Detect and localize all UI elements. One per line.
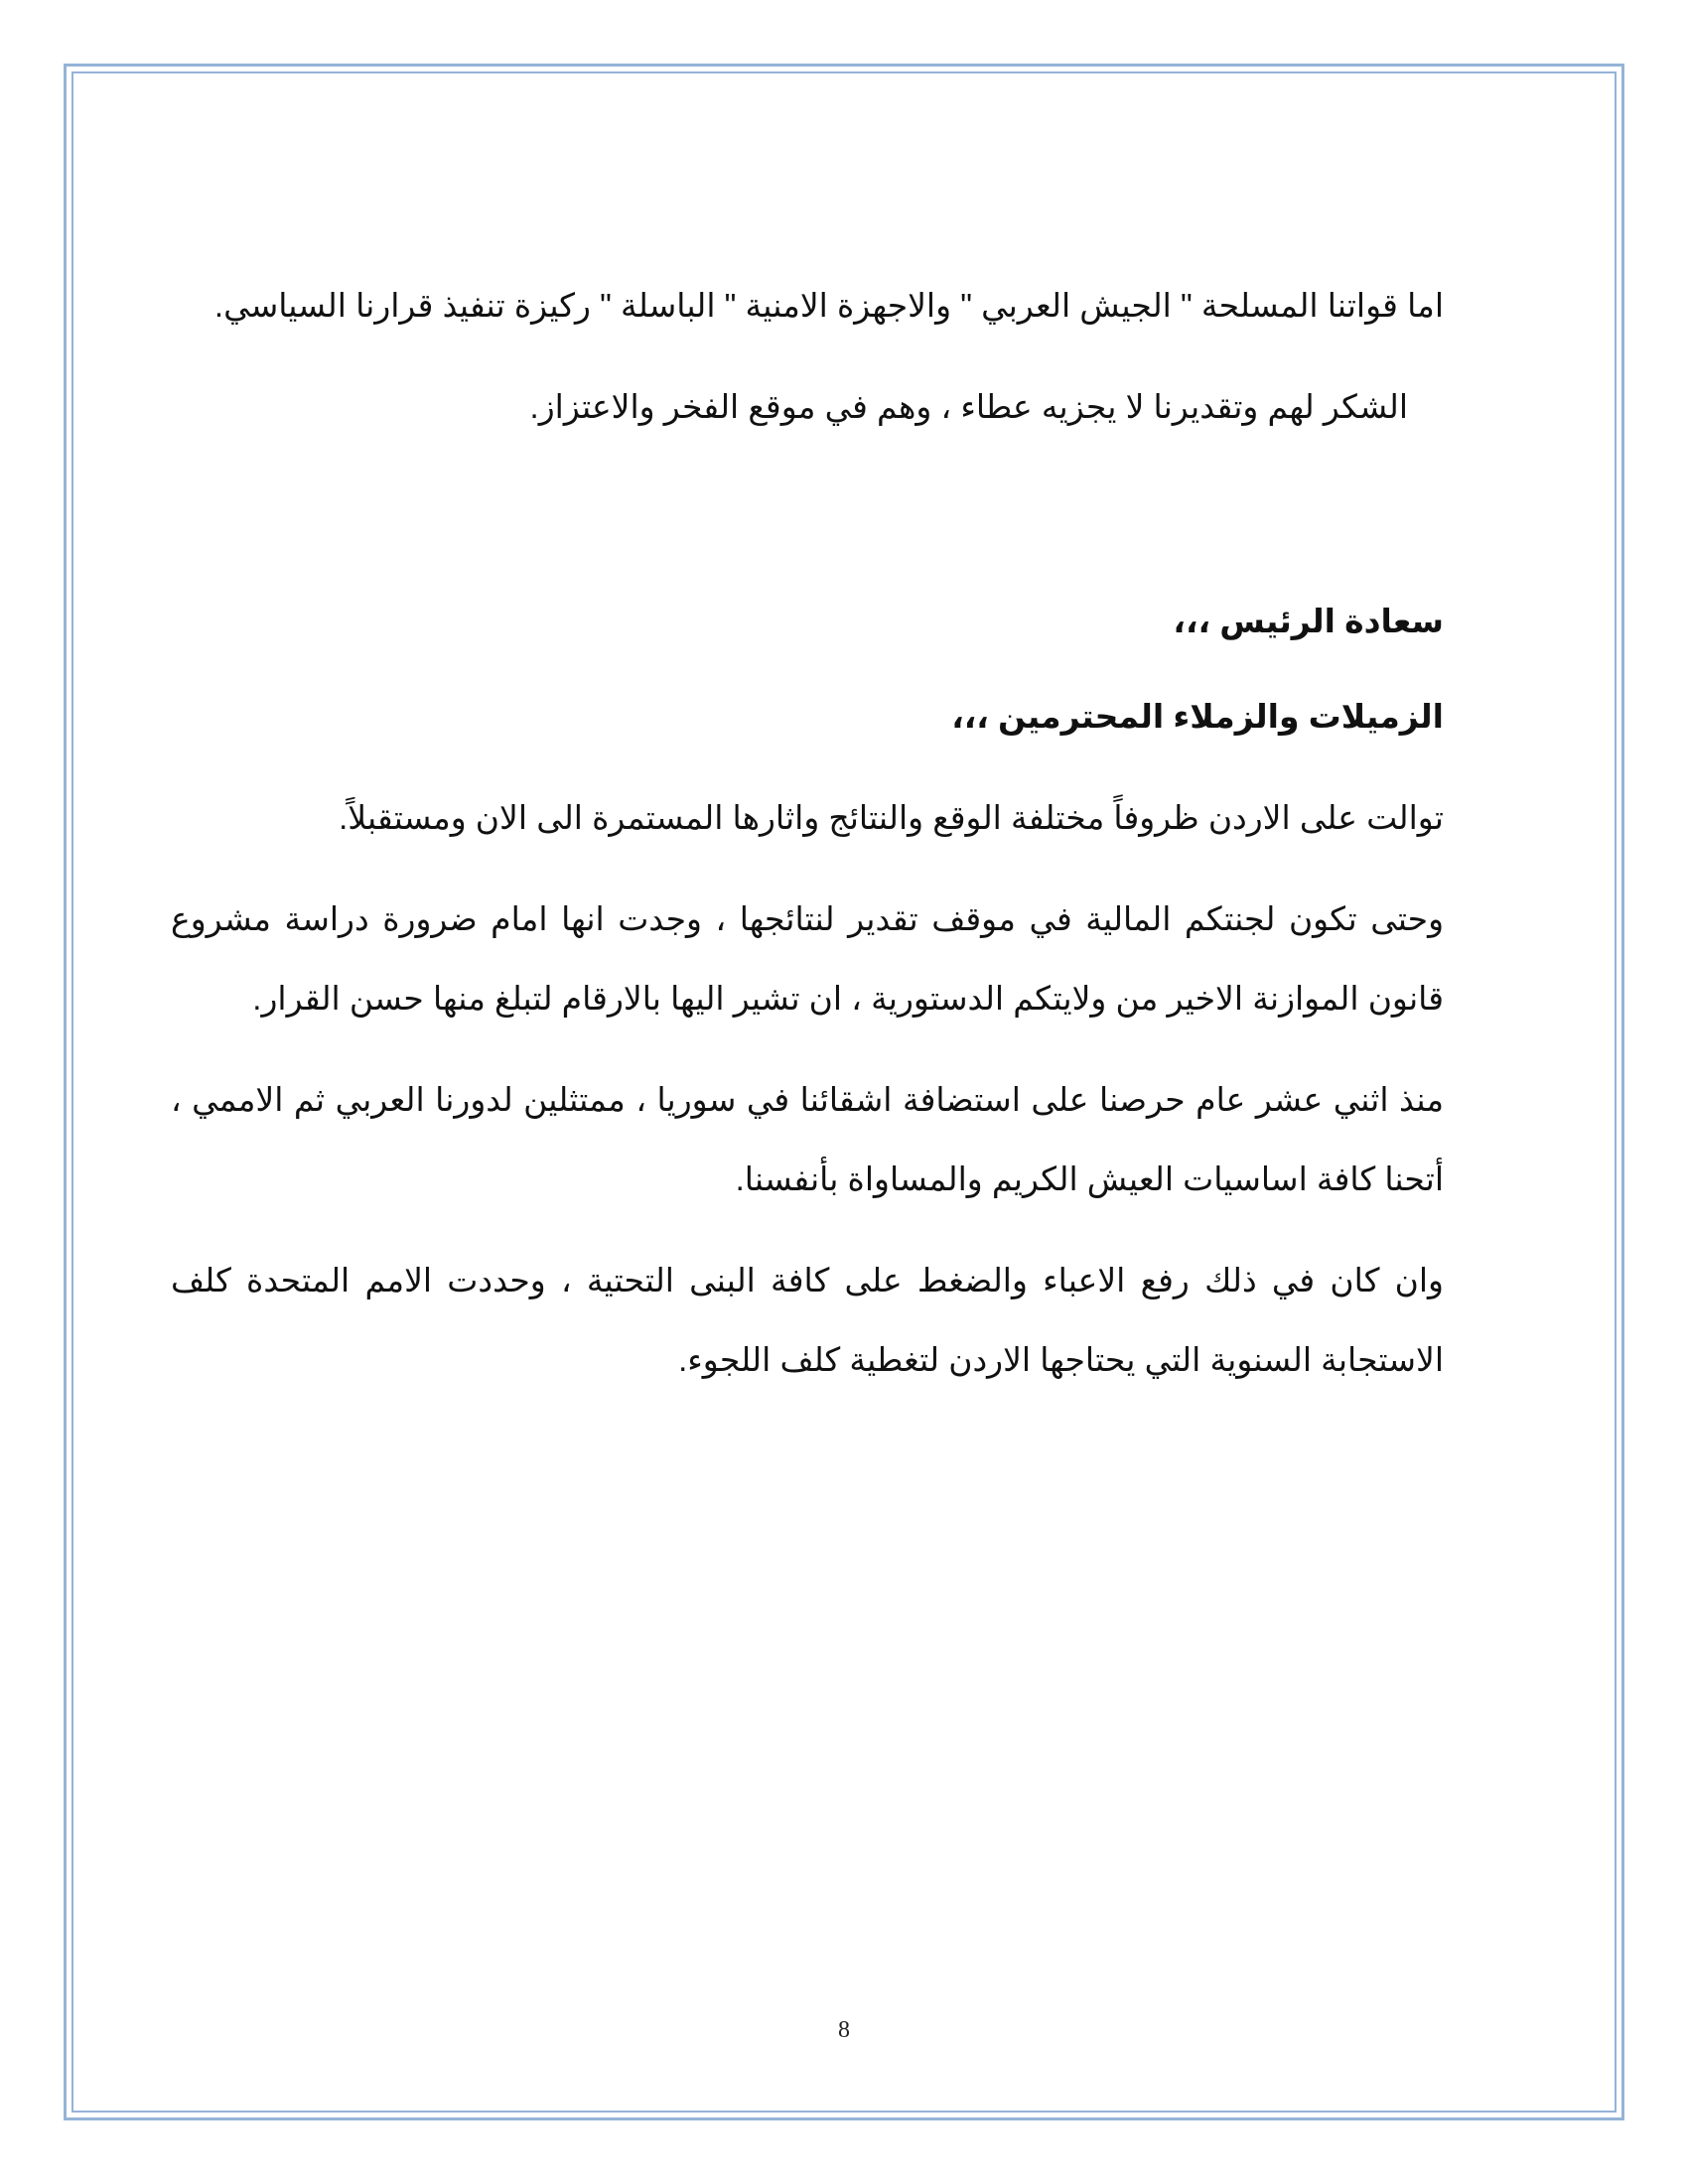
page-number: 8 bbox=[838, 2017, 850, 2043]
spacer bbox=[171, 345, 1444, 367]
paragraph-armed-forces: اما قواتنا المسلحة " الجيش العربي " والاجهزة الامنية " الباسلة " ركيزة تنفيذ قرارنا السياسي. bbox=[213, 287, 1444, 324]
spacer bbox=[171, 858, 1444, 880]
spacer bbox=[171, 1038, 1444, 1060]
salutation-colleagues: الزميلات والزملاء المحترمين ،،، bbox=[951, 698, 1444, 735]
spacer bbox=[171, 447, 1444, 582]
salutation-president: سعادة الرئيس ،،، bbox=[1173, 603, 1444, 639]
document-body bbox=[171, 266, 1444, 1400]
spacer bbox=[171, 756, 1444, 778]
paragraph-un-response: وان كان في ذلك رفع الاعباء والضغط على كافة البنى التحتية ، وحددت الامم المتحدة كلف الاستجابة السنوية التي يحتاجها الاردن لتغطية كلف اللجوء. bbox=[171, 1262, 1444, 1378]
paragraph-circumstances: توالت على الاردن ظروفاً مختلفة الوقع والنتائج واثارها المستمرة الى الان ومستقبلاً. bbox=[339, 799, 1444, 836]
paragraph-hosting-syrians: منذ اثني عشر عام حرصنا على استضافة اشقائنا في سوريا ، ممتثلين لدورنا العربي ثم الاممي ، أتحنا كافة اساسيات العيش الكريم والمساواة بأنفسنا. bbox=[171, 1081, 1444, 1197]
paragraph-thanks: الشكر لهم وتقديرنا لا يجزيه عطاء ، وهم في موقع الفخر والاعتزاز. bbox=[529, 388, 1408, 425]
spacer bbox=[171, 1219, 1444, 1241]
paragraph-finance-committee: وحتى تكون لجنتكم المالية في موقف تقدير لنتائجها ، وجدت انها امام ضرورة دراسة مشروع قانون الموازنة الاخير من ولايتكم الدستورية ، ان تشير اليها بالارقام لتبلغ منها حسن القرار. bbox=[171, 900, 1445, 1017]
